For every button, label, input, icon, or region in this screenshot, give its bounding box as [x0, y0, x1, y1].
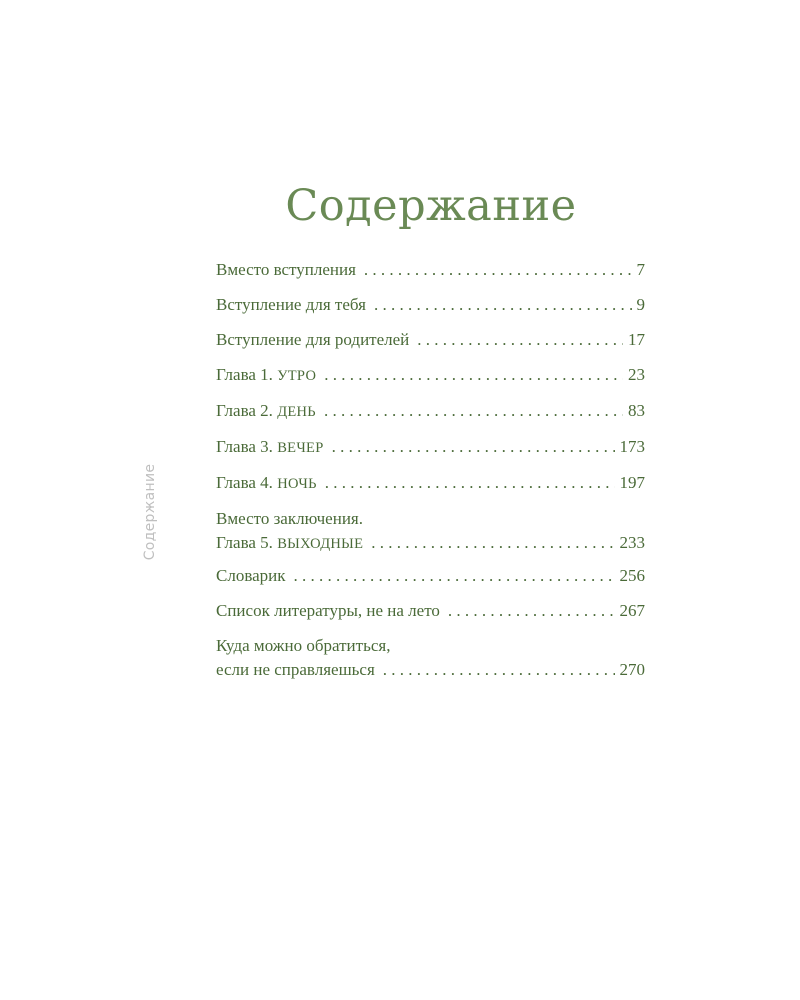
chapter-number: Глава 5. — [216, 533, 278, 552]
toc-line — [216, 363, 645, 388]
toc-page-number: 17 — [628, 330, 645, 349]
toc-leader-dots — [294, 564, 615, 588]
toc-entry-label: если не справляешься — [216, 660, 375, 679]
toc-leader-dots — [371, 531, 614, 555]
toc-entry-first-line: Вместо заключения. — [216, 509, 363, 528]
chapter-title: ДЕНЬ — [277, 404, 316, 420]
toc-page-number: 83 — [628, 401, 645, 420]
toc-leader-dots — [332, 435, 615, 459]
chapter-title: ВЫХОДНЫЕ — [277, 536, 364, 552]
toc-line — [216, 531, 645, 556]
toc-entry-label — [216, 531, 363, 556]
toc-entry-first-line: Куда можно обратиться, — [216, 636, 391, 655]
table-of-contents — [216, 258, 645, 690]
toc-line — [216, 435, 645, 460]
toc-page-number: 233 — [619, 533, 645, 552]
toc-leader-dots — [324, 363, 623, 387]
toc-entry-bibliography[interactable] — [216, 599, 645, 623]
toc-line — [216, 328, 645, 352]
toc-entry-chapter-1[interactable] — [216, 363, 645, 388]
toc-line — [216, 658, 645, 682]
toc-entry-label — [216, 399, 316, 424]
toc-entry-label: Вступление для тебя — [216, 295, 366, 314]
toc-page-number: 23 — [628, 365, 645, 384]
toc-entry-intro-for-you[interactable] — [216, 293, 645, 317]
toc-entry-label: Вступление для родителей — [216, 330, 410, 349]
chapter-number: Глава 1. — [216, 365, 278, 384]
toc-page-number: 256 — [619, 566, 645, 585]
toc-leader-dots — [374, 293, 632, 317]
toc-line — [216, 471, 645, 496]
page-title: Содержание — [285, 181, 577, 231]
toc-entry-label — [216, 435, 324, 460]
chapter-title: НОЧЬ — [277, 476, 317, 492]
running-head-vertical: Содержание — [142, 463, 158, 561]
toc-line — [216, 258, 645, 282]
toc-entry-label: Вместо вступления — [216, 260, 356, 279]
toc-page-number: 7 — [636, 260, 645, 279]
toc-leader-dots — [324, 399, 623, 423]
toc-line — [216, 599, 645, 623]
toc-entry-label — [216, 471, 317, 496]
toc-leader-dots — [448, 599, 615, 623]
toc-entry-label: Словарик — [216, 566, 286, 585]
toc-entry-chapter-2[interactable] — [216, 399, 645, 424]
toc-line — [216, 564, 645, 588]
toc-leader-dots — [383, 658, 615, 682]
chapter-number: Глава 3. — [216, 437, 278, 456]
chapter-number: Глава 2. — [216, 401, 278, 420]
toc-leader-dots — [325, 471, 615, 495]
toc-entry-chapter-4[interactable] — [216, 471, 645, 496]
chapter-number: Глава 4. — [216, 473, 278, 492]
toc-line — [216, 399, 645, 424]
toc-page-number: 197 — [619, 473, 645, 492]
chapter-title: УТРО — [277, 368, 317, 384]
toc-entry-label: Список литературы, не на лето — [216, 601, 440, 620]
toc-page-number: 270 — [619, 660, 645, 679]
toc-entry-chapter-3[interactable] — [216, 435, 645, 460]
toc-entry-label — [216, 363, 316, 388]
toc-page-number: 173 — [619, 437, 645, 456]
toc-entry-where-to-turn[interactable] — [216, 634, 645, 682]
toc-leader-dots — [417, 328, 623, 352]
chapter-title: ВЕЧЕР — [277, 440, 324, 456]
toc-entry-intro-for-parents[interactable] — [216, 328, 645, 352]
toc-entry-chapter-5[interactable] — [216, 507, 645, 556]
toc-line — [216, 293, 645, 317]
toc-entry-glossary[interactable] — [216, 564, 645, 588]
toc-entry-intro-instead[interactable] — [216, 258, 645, 282]
toc-leader-dots — [364, 258, 632, 282]
toc-page-number: 9 — [636, 295, 645, 314]
toc-page-number: 267 — [619, 601, 645, 620]
